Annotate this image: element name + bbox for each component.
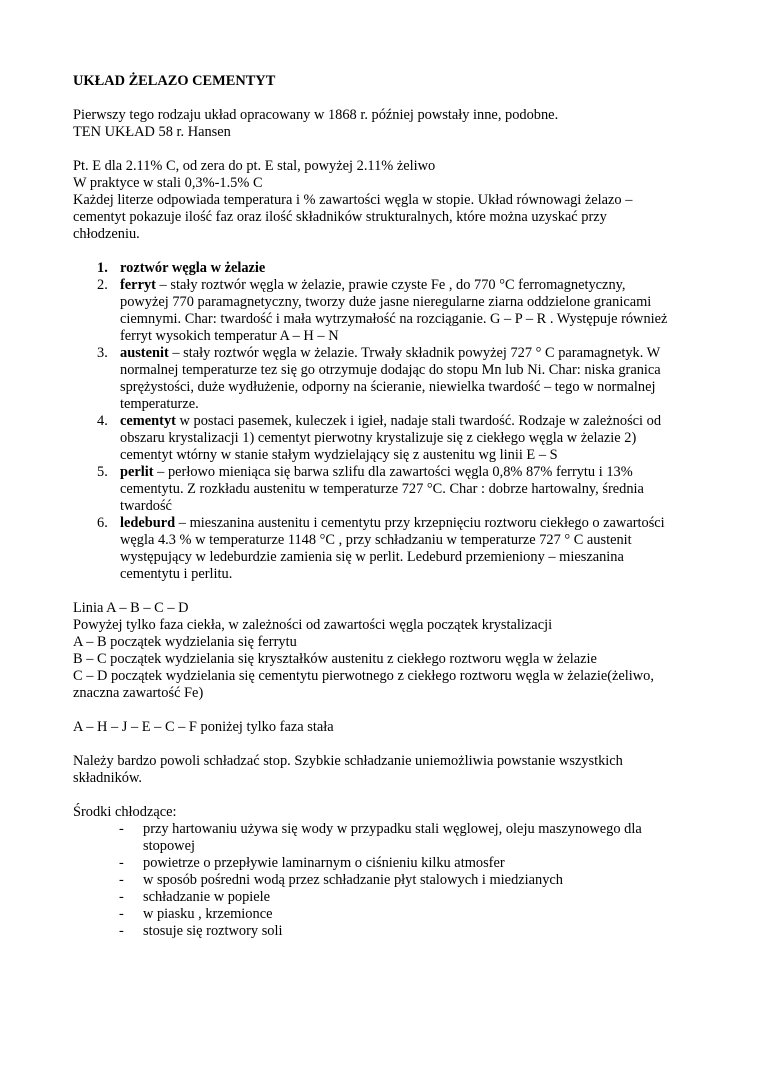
list-number: 5. (97, 464, 108, 480)
document-body (73, 73, 673, 940)
list-item (73, 821, 673, 855)
line-description: C – D początek wydzielania się cementytu pierwotnego z ciekłego roztworu węgla w żelazie(żeliwo, znaczna zawartość Fe) (73, 668, 654, 701)
phase-text: – perłowo mieniąca się barwa szlifu dla zawartości węgla 0,8% 87% ferrytu i 13% cementytu. Z rozkładu austenitu w temperaturze 727 °C. Char : dobrze hartowalny, średnia twardość (120, 464, 644, 514)
phase-term: perlit (120, 464, 154, 480)
phase-term: austenit (120, 345, 169, 361)
phase-term: ferryt (120, 277, 156, 293)
fact-paragraph: Każdej literze odpowiada temperatura i % zawartości węgla w stopie. Układ równowagi żelazo – cementyt pokazuje ilość faz oraz ilość składników strukturalnych, które można uzyskać przy chłodzeniu. (73, 192, 633, 242)
coolant-text: w sposób pośredni wodą przez schładzanie płyt stalowych i miedzianych (143, 872, 564, 888)
list-item (73, 515, 673, 583)
list-number: 3. (97, 345, 108, 361)
line-description: Linia A – B – C – D (73, 600, 189, 616)
coolants-list (73, 821, 673, 940)
line-description: A – B początek wydzielania się ferrytu (73, 634, 297, 650)
list-item (73, 872, 673, 889)
phase-text: – stały roztwór węgla w żelazie. Trwały składnik powyżej 727 ° C paramagnetyk. W normalnej temperaturze tez się go otrzymuje dodając do stopu Mn lub Ni. Char: niska granica sprężystości, duże wydłużenie, odporny na ścieranie, niewielka twardość – tego w normalnej temperaturze. (120, 345, 661, 412)
fact-line: W praktyce w stali 0,3%-1.5% C (73, 175, 263, 191)
list-item (73, 906, 673, 923)
phase-text: – stały roztwór węgla w żelazie, prawie czyste Fe , do 770 °C ferromagnetyczny, powyżej 770 paramagnetyczny, tworzy duże jasne nieregularne ziarna oddzielone granicami ciemnymi. Char: twardość i mała wytrzymałość na rozciąganie. G – P – R . Występuje również ferryt wysokich temperatur A – H – N (120, 277, 668, 344)
bullet-dash: - (119, 923, 124, 939)
coolants-heading: Środki chłodzące: (73, 804, 177, 820)
list-number: 1. (97, 260, 108, 276)
coolant-text: w piasku , krzemionce (143, 906, 273, 922)
phase-term: roztwór węgla w żelazie (120, 260, 266, 276)
coolant-text: stosuje się roztwory soli (143, 923, 283, 939)
list-item (73, 260, 673, 277)
list-number: 6. (97, 515, 108, 531)
bullet-dash: - (119, 821, 124, 837)
coolant-text: przy hartowaniu używa się wody w przypadku stali węglowej, oleju maszynowego dla stopowej (143, 821, 642, 854)
list-item (73, 413, 673, 464)
line-description: B – C początek wydzielania się kryształków austenitu z ciekłego roztworu węgla w żelazie (73, 651, 597, 667)
bullet-dash: - (119, 872, 124, 888)
list-item (73, 923, 673, 940)
fact-line: Pt. E dla 2.11% C, od zera do pt. E stal, powyżej 2.11% żeliwo (73, 158, 436, 174)
coolant-text: powietrze o przepływie laminarnym o ciśnieniu kilku atmosfer (143, 855, 505, 871)
bullet-dash: - (119, 889, 124, 905)
intro-line: Pierwszy tego rodzaju układ opracowany w 1868 r. później powstały inne, podobne. (73, 107, 559, 123)
coolant-text: schładzanie w popiele (143, 889, 271, 905)
list-item (73, 889, 673, 906)
list-item (73, 855, 673, 872)
bullet-dash: - (119, 855, 124, 871)
document-title: UKŁAD ŻELAZO CEMENTYT (73, 73, 276, 89)
phase-term: cementyt (120, 413, 176, 429)
phase-text: – mieszanina austenitu i cementytu przy krzepnięciu roztworu ciekłego o zawartości węgla 4.3 % w temperaturze 1148 °C , przy schładzaniu w temperaturze 727 ° C austenit występujący w ledeburdzie zamienia się w perlit. Ledeburd przemieniony – mieszanina cementytu i perlitu. (120, 515, 665, 582)
line-description: Powyżej tylko faza ciekła, w zależności od zawartości węgla początek krystalizacji (73, 617, 553, 633)
list-item (73, 464, 673, 515)
list-item (73, 345, 673, 413)
phase-term: ledeburd (120, 515, 176, 531)
phase-text: w postaci pasemek, kuleczek i igieł, nadaje stali twardość. Rodzaje w zależności od obszaru krystalizacji 1) cementyt pierwotny krystalizuje się z ciekłego węgla w żelazie 2) cementyt wtórny w stanie stałym wydzielający się z austenitu wg linii E – S (120, 413, 662, 463)
list-number: 2. (97, 277, 108, 293)
bullet-dash: - (119, 906, 124, 922)
cooling-note: Należy bardzo powoli schładzać stop. Szybkie schładzanie uniemożliwia powstanie wszystkich składników. (73, 753, 623, 786)
intro-line: TEN UKŁAD 58 r. Hansen (73, 124, 231, 140)
list-number: 4. (97, 413, 108, 429)
solid-phase-line: A – H – J – E – C – F poniżej tylko faza stała (73, 719, 334, 735)
list-item (73, 277, 673, 345)
phases-list (73, 260, 673, 583)
